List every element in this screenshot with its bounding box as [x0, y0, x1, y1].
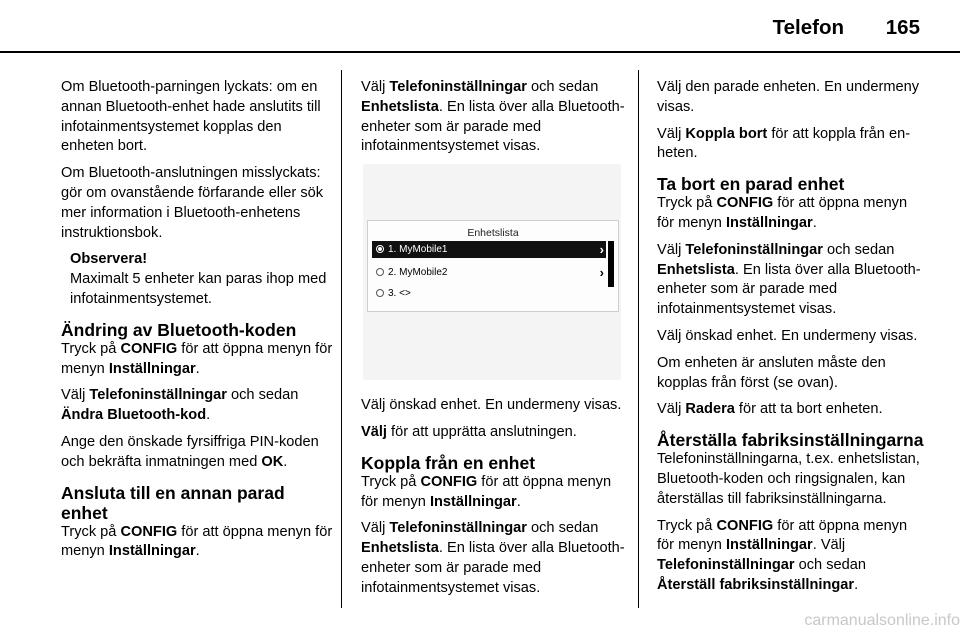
paragraph: Telefoninställningarna, t.ex. enhetslistan, Bluetooth-koden och ringsignalen, kan återställas till fabriksinställningarna. — [657, 451, 920, 507]
paragraph: Välj Radera för att ta bort enheten. — [657, 401, 883, 418]
section-heading: Ändring av Bluetooth-koden — [61, 319, 297, 340]
paragraph: Tryck på CONFIG för att öppna menyn för menyn Inställningar. — [61, 523, 333, 560]
section-heading: Koppla från en enhet — [361, 452, 536, 473]
header-title: Telefon — [772, 16, 844, 39]
scrollbar — [608, 241, 614, 287]
chevron-right-icon: › — [599, 242, 604, 258]
panel-title: Enhetslista — [467, 227, 519, 240]
paragraph: Tryck på CONFIG för att öppna menyn för menyn Inställningar. Välj Telefoninställningar och sedan Återställ fabriksinställningar. — [657, 517, 908, 593]
page-header — [0, 0, 960, 52]
radio-selected-icon — [376, 245, 384, 253]
column-divider-1 — [341, 70, 342, 608]
section-heading: Ansluta till en annan parad enhet — [61, 482, 285, 523]
section-heading: Återställa fabriksinställningarna — [657, 430, 924, 451]
column-2 — [361, 78, 629, 606]
paragraph: Välj för att upprätta anslutningen. — [361, 423, 577, 440]
chevron-right-icon: › — [599, 265, 604, 281]
paragraph: Tryck på CONFIG för att öppna menyn för menyn Inställningar. — [361, 473, 612, 510]
radio-icon — [376, 289, 384, 297]
radio-icon — [376, 268, 384, 276]
paragraph: Välj Telefoninställningar och sedan Enhetslista. En lista över alla Bluetooth-enheter som är parade med infotainmentsystemet visas. — [657, 241, 921, 318]
header-rule — [0, 51, 960, 53]
paragraph: Tryck på CONFIG för att öppna menyn för menyn Inställningar. — [657, 195, 908, 231]
list-item: 3. <> — [372, 285, 606, 302]
paragraph: Om Bluetooth-anslutningen misslyckats: gör om ovanstående förfarande eller sök mer information i Bluetooth-enhetens instruktionsbok. — [61, 165, 324, 241]
device-list-panel — [367, 220, 619, 312]
paragraph: Ange den önskade fyrsiffriga PIN-koden och bekräfta inmatningen med OK. — [61, 433, 319, 470]
column-3 — [657, 78, 925, 603]
paragraph: Välj Koppla bort för att koppla från enheten. — [657, 125, 911, 162]
section-heading: Ta bort en parad enhet — [657, 174, 845, 195]
page-number: 165 — [885, 16, 920, 39]
note-text: Maximalt 5 enheter kan paras ihop med infotainmentsystemet. — [70, 271, 327, 307]
paragraph: Välj önskad enhet. En undermeny visas. — [657, 327, 918, 344]
paragraph: Välj Telefoninställningar och sedan Enhetslista. En lista över alla Bluetooth-enheter som är parade med infotainmentsystemet visas. — [361, 520, 625, 596]
column-1 — [61, 78, 333, 569]
note — [61, 250, 333, 309]
paragraph: Välj önskad enhet. En undermeny visas. — [361, 397, 622, 414]
paragraph: Om Bluetooth-parningen lyckats: om en annan Bluetooth-enhet hade anslutits till infotainmentsystemet kopplas den enheten bort. — [61, 79, 321, 155]
column-divider-2 — [638, 70, 639, 608]
note-title: Observera! — [70, 251, 148, 268]
paragraph: Tryck på CONFIG för att öppna menyn för menyn Inställningar. — [61, 340, 333, 377]
watermark: carmanualsonline.info — [804, 612, 960, 629]
paragraph: Om enheten är ansluten måste den kopplas från först (se ovan). — [657, 354, 886, 391]
paragraph: Välj den parade enheten. En undermeny visas. — [657, 79, 920, 115]
paragraph: Välj Telefoninställningar och sedan Ändra Bluetooth-kod. — [61, 387, 299, 424]
list-item: 2. MyMobile2 › — [372, 264, 606, 281]
device-list-screenshot — [363, 164, 621, 380]
paragraph: Välj Telefoninställningar och sedan Enhetslista. En lista över alla Bluetooth-enheter som är parade med infotainmentsystemet visas. — [361, 79, 625, 155]
list-item: 1. MyMobile1 › — [372, 241, 606, 258]
